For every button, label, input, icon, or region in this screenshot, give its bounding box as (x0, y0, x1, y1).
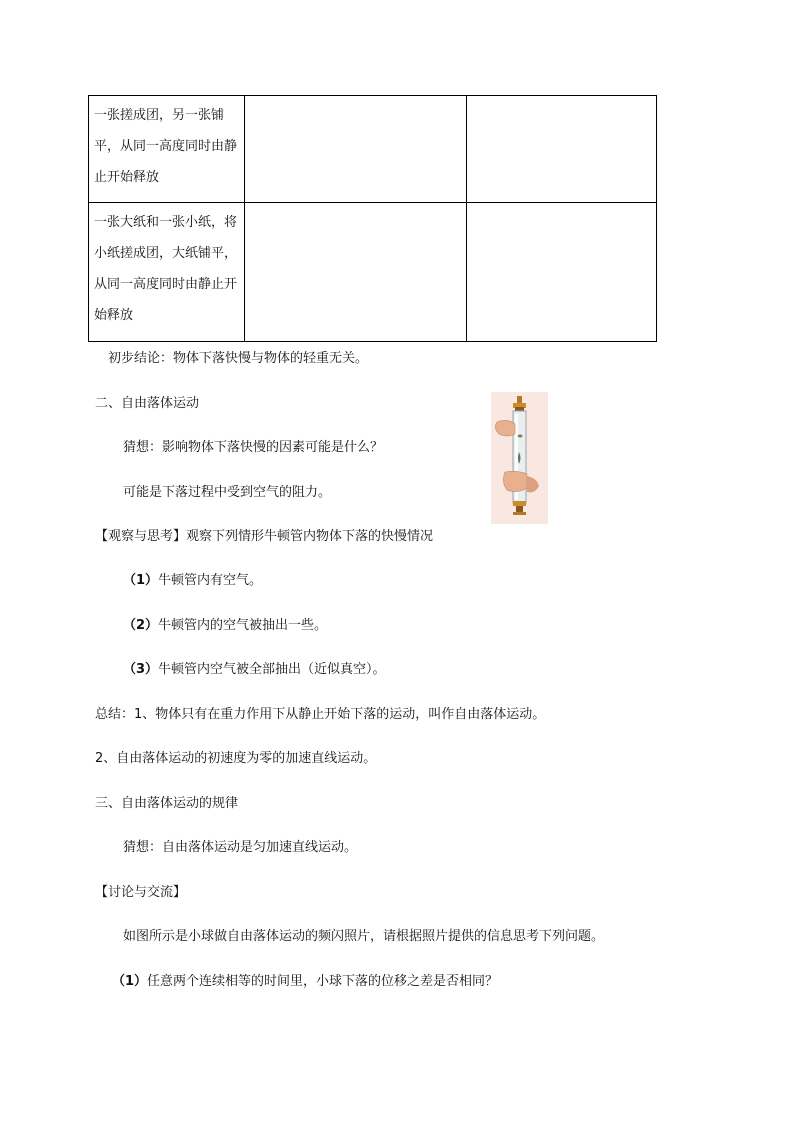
discuss-title: 【讨论与交流】 (95, 885, 187, 900)
item-number: （3） (123, 662, 159, 677)
item-number: （1） (123, 573, 159, 588)
section2-guess: 猜想：影响物体下落快慢的因素可能是什么？ (123, 440, 384, 455)
list-item (123, 661, 386, 679)
preliminary-conclusion: 初步结论：物体下落快慢与物体的轻重无关。 (108, 351, 369, 366)
table-cell-method: 一张搓成团，另一张铺平，从同一高度同时由静止开始释放 (89, 96, 245, 203)
section3-heading: 三、自由落体运动的规律 (95, 796, 239, 811)
item-text: 牛顿管内的空气被抽出一些。 (158, 618, 328, 633)
newton-tube-icon (491, 392, 548, 524)
section2-answer: 可能是下落过程中受到空气的阻力。 (123, 485, 332, 500)
table-cell-phenomenon (245, 96, 467, 203)
table-row (89, 203, 657, 342)
newton-tube-illustration (491, 392, 548, 524)
experiment-table (88, 95, 657, 342)
list-item (123, 572, 262, 590)
table-cell-conclusion (467, 203, 657, 342)
table-cell-method: 一张大纸和一张小纸，将小纸搓成团，大纸铺平，从同一高度同时由静止开始释放 (89, 203, 245, 342)
table-row (89, 96, 657, 203)
table-cell-phenomenon (245, 203, 467, 342)
item-text: 牛顿管内有空气。 (158, 573, 263, 588)
question-text: 任意两个连续相等的时间里，小球下落的位移之差是否相同？ (147, 974, 499, 989)
section2-heading: 二、自由落体运动 (95, 396, 200, 411)
item-text: 牛顿管内空气被全部抽出（近似真空）。 (158, 662, 386, 677)
table-cell-conclusion (467, 96, 657, 203)
section3-guess: 猜想：自由落体运动是匀加速直线运动。 (123, 840, 358, 855)
list-item (123, 617, 327, 635)
summary-2: 2、自由落体运动的初速度为零的加速直线运动。 (95, 751, 377, 766)
item-number: （2） (123, 618, 159, 633)
discuss-intro: 如图所示是小球做自由落体运动的频闪照片，请根据照片提供的信息思考下列问题。 (123, 929, 605, 944)
observe-title: 【观察与思考】观察下列情形牛顿管内物体下落的快慢情况 (95, 529, 434, 544)
question-1 (112, 973, 498, 991)
question-number: （1） (112, 974, 148, 989)
summary-1: 总结：1、物体只有在重力作用下从静止开始下落的运动，叫作自由落体运动。 (95, 707, 546, 722)
